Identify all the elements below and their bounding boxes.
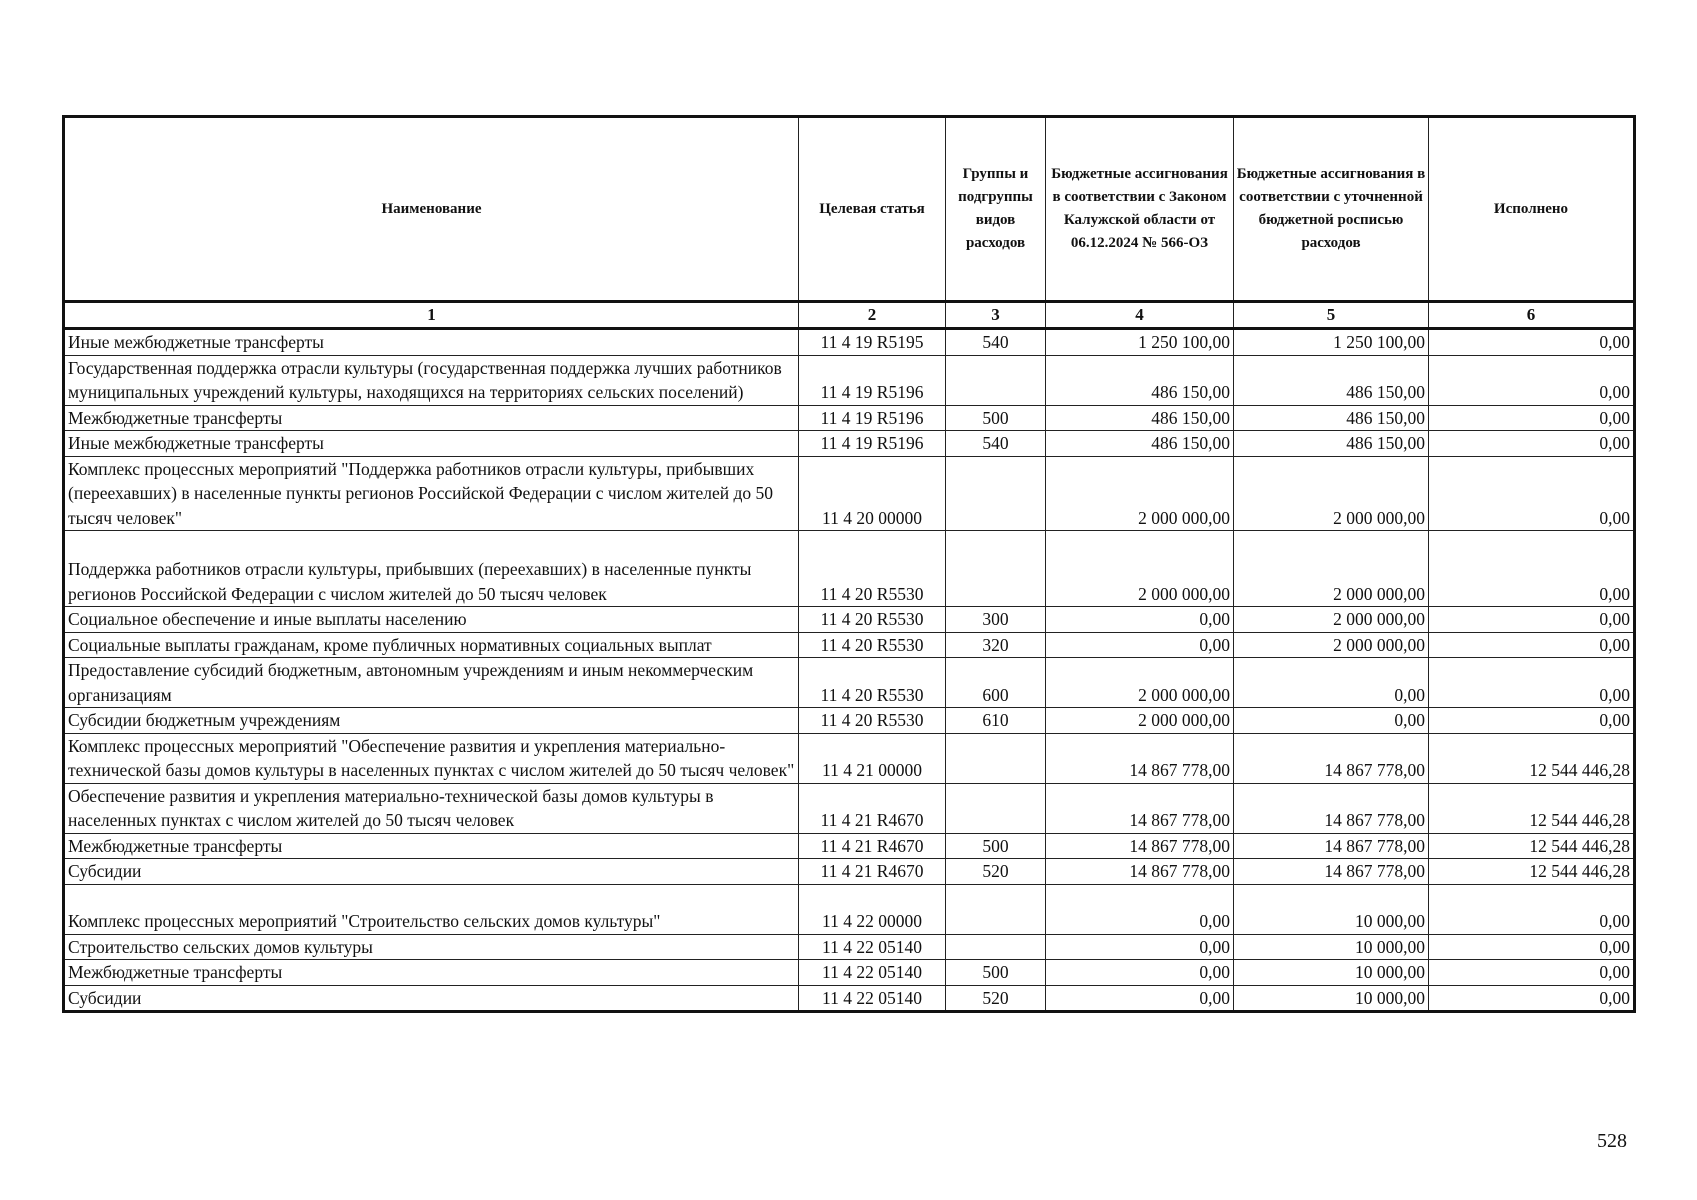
row-group — [946, 934, 1046, 960]
column-number: 2 — [799, 302, 946, 329]
header-name: Наименование — [64, 117, 799, 302]
table-row — [64, 355, 1635, 405]
row-group: 500 — [946, 960, 1046, 986]
row-law-amount: 0,00 — [1046, 985, 1234, 1012]
header-expense-groups: Группы и подгруппы видов расходов — [946, 117, 1046, 302]
row-executed-amount: 0,00 — [1429, 960, 1635, 986]
row-refined-amount: 2 000 000,00 — [1234, 632, 1429, 658]
row-refined-amount: 10 000,00 — [1234, 960, 1429, 986]
row-refined-amount: 14 867 778,00 — [1234, 783, 1429, 833]
row-name: Иные межбюджетные трансферты — [64, 329, 799, 356]
row-law-amount: 0,00 — [1046, 960, 1234, 986]
row-group: 300 — [946, 607, 1046, 633]
table-row — [64, 884, 1635, 934]
table-row — [64, 833, 1635, 859]
row-executed-amount: 12 544 446,28 — [1429, 859, 1635, 885]
row-group — [946, 456, 1046, 531]
row-law-amount: 1 250 100,00 — [1046, 329, 1234, 356]
row-law-amount: 14 867 778,00 — [1046, 859, 1234, 885]
column-number: 6 — [1429, 302, 1635, 329]
row-code: 11 4 22 05140 — [799, 934, 946, 960]
row-refined-amount: 2 000 000,00 — [1234, 456, 1429, 531]
row-executed-amount: 0,00 — [1429, 531, 1635, 607]
row-code: 11 4 22 00000 — [799, 884, 946, 934]
column-number: 5 — [1234, 302, 1429, 329]
row-refined-amount: 10 000,00 — [1234, 884, 1429, 934]
header-law-allocations: Бюджетные ассигнования в соответствии с Законом Калужской области от 06.12.2024 № 566-ОЗ — [1046, 117, 1234, 302]
column-number-row — [64, 302, 1635, 329]
table-row — [64, 985, 1635, 1012]
row-code: 11 4 20 R5530 — [799, 607, 946, 633]
header-refined-allocations: Бюджетные ассигнования в соответствии с уточненной бюджетной росписью расходов — [1234, 117, 1429, 302]
row-name: Социальное обеспечение и иные выплаты населению — [64, 607, 799, 633]
row-executed-amount: 0,00 — [1429, 405, 1635, 431]
table-row — [64, 531, 1635, 607]
row-refined-amount: 486 150,00 — [1234, 355, 1429, 405]
row-executed-amount: 0,00 — [1429, 355, 1635, 405]
row-code: 11 4 21 R4670 — [799, 859, 946, 885]
table-row — [64, 632, 1635, 658]
row-code: 11 4 19 R5195 — [799, 329, 946, 356]
row-group: 540 — [946, 329, 1046, 356]
row-code: 11 4 20 R5530 — [799, 658, 946, 708]
row-group: 320 — [946, 632, 1046, 658]
row-law-amount: 0,00 — [1046, 884, 1234, 934]
row-group — [946, 783, 1046, 833]
table-body — [64, 329, 1635, 1012]
row-code: 11 4 20 00000 — [799, 456, 946, 531]
row-name: Социальные выплаты гражданам, кроме публичных нормативных социальных выплат — [64, 632, 799, 658]
row-code: 11 4 21 R4670 — [799, 783, 946, 833]
row-executed-amount: 0,00 — [1429, 658, 1635, 708]
row-name: Строительство сельских домов культуры — [64, 934, 799, 960]
table-row — [64, 934, 1635, 960]
row-law-amount: 486 150,00 — [1046, 431, 1234, 457]
row-code: 11 4 20 R5530 — [799, 531, 946, 607]
row-group — [946, 531, 1046, 607]
row-refined-amount: 2 000 000,00 — [1234, 607, 1429, 633]
table-row — [64, 329, 1635, 356]
row-code: 11 4 19 R5196 — [799, 355, 946, 405]
table-row — [64, 733, 1635, 783]
row-executed-amount: 0,00 — [1429, 607, 1635, 633]
row-refined-amount: 0,00 — [1234, 658, 1429, 708]
row-law-amount: 486 150,00 — [1046, 405, 1234, 431]
row-law-amount: 14 867 778,00 — [1046, 783, 1234, 833]
row-name: Комплекс процессных мероприятий "Поддержка работников отрасли культуры, прибывших (переехавших) в населенные пункты регионов Российской Федерации с числом жителей до 50 тысяч человек" — [64, 456, 799, 531]
header-target-article: Целевая статья — [799, 117, 946, 302]
row-group: 520 — [946, 985, 1046, 1012]
row-name: Межбюджетные трансферты — [64, 833, 799, 859]
row-refined-amount: 486 150,00 — [1234, 431, 1429, 457]
row-refined-amount: 1 250 100,00 — [1234, 329, 1429, 356]
row-group — [946, 884, 1046, 934]
row-refined-amount: 10 000,00 — [1234, 934, 1429, 960]
row-refined-amount: 0,00 — [1234, 708, 1429, 734]
table-row — [64, 658, 1635, 708]
row-executed-amount: 0,00 — [1429, 431, 1635, 457]
column-number: 3 — [946, 302, 1046, 329]
table-row — [64, 859, 1635, 885]
row-name: Комплекс процессных мероприятий "Строительство сельских домов культуры" — [64, 884, 799, 934]
row-law-amount: 0,00 — [1046, 607, 1234, 633]
row-refined-amount: 14 867 778,00 — [1234, 733, 1429, 783]
table-row — [64, 456, 1635, 531]
row-code: 11 4 21 00000 — [799, 733, 946, 783]
row-law-amount: 486 150,00 — [1046, 355, 1234, 405]
row-group: 500 — [946, 405, 1046, 431]
row-law-amount: 14 867 778,00 — [1046, 833, 1234, 859]
row-name: Государственная поддержка отрасли культуры (государственная поддержка лучших работников муниципальных учреждений культуры, находящихся на территориях сельских поселений) — [64, 355, 799, 405]
row-code: 11 4 19 R5196 — [799, 405, 946, 431]
row-refined-amount: 14 867 778,00 — [1234, 859, 1429, 885]
row-group — [946, 355, 1046, 405]
row-refined-amount: 14 867 778,00 — [1234, 833, 1429, 859]
row-executed-amount: 0,00 — [1429, 632, 1635, 658]
header-executed: Исполнено — [1429, 117, 1635, 302]
row-group: 600 — [946, 658, 1046, 708]
row-executed-amount: 0,00 — [1429, 934, 1635, 960]
row-executed-amount: 0,00 — [1429, 985, 1635, 1012]
row-group: 500 — [946, 833, 1046, 859]
row-executed-amount: 0,00 — [1429, 329, 1635, 356]
row-code: 11 4 20 R5530 — [799, 708, 946, 734]
row-law-amount: 14 867 778,00 — [1046, 733, 1234, 783]
row-name: Комплекс процессных мероприятий "Обеспечение развития и укрепления материально-технической базы домов культуры в населенных пунктах с числом жителей до 50 тысяч человек" — [64, 733, 799, 783]
column-number: 4 — [1046, 302, 1234, 329]
row-refined-amount: 10 000,00 — [1234, 985, 1429, 1012]
row-group: 610 — [946, 708, 1046, 734]
row-law-amount: 2 000 000,00 — [1046, 456, 1234, 531]
table-row — [64, 405, 1635, 431]
row-group — [946, 733, 1046, 783]
row-name: Субсидии — [64, 859, 799, 885]
row-name: Субсидии — [64, 985, 799, 1012]
row-law-amount: 2 000 000,00 — [1046, 531, 1234, 607]
row-law-amount: 2 000 000,00 — [1046, 708, 1234, 734]
row-law-amount: 0,00 — [1046, 632, 1234, 658]
row-code: 11 4 19 R5196 — [799, 431, 946, 457]
column-number: 1 — [64, 302, 799, 329]
row-group: 520 — [946, 859, 1046, 885]
table-row — [64, 783, 1635, 833]
row-executed-amount: 0,00 — [1429, 708, 1635, 734]
row-executed-amount: 0,00 — [1429, 884, 1635, 934]
row-law-amount: 2 000 000,00 — [1046, 658, 1234, 708]
row-executed-amount: 0,00 — [1429, 456, 1635, 531]
row-executed-amount: 12 544 446,28 — [1429, 783, 1635, 833]
row-name: Обеспечение развития и укрепления материально-технической базы домов культуры в населенных пунктах с числом жителей до 50 тысяч человек — [64, 783, 799, 833]
budget-table — [62, 115, 1636, 1013]
row-law-amount: 0,00 — [1046, 934, 1234, 960]
table-row — [64, 431, 1635, 457]
row-name: Иные межбюджетные трансферты — [64, 431, 799, 457]
row-code: 11 4 21 R4670 — [799, 833, 946, 859]
row-name: Субсидии бюджетным учреждениям — [64, 708, 799, 734]
table-row — [64, 708, 1635, 734]
table-row — [64, 960, 1635, 986]
row-executed-amount: 12 544 446,28 — [1429, 733, 1635, 783]
row-name: Поддержка работников отрасли культуры, прибывших (переехавших) в населенные пункты регионов Российской Федерации с числом жителей до 50 тысяч человек — [64, 531, 799, 607]
row-executed-amount: 12 544 446,28 — [1429, 833, 1635, 859]
header-row — [64, 117, 1635, 302]
row-name: Предоставление субсидий бюджетным, автономным учреждениям и иным некоммерческим организациям — [64, 658, 799, 708]
row-code: 11 4 22 05140 — [799, 960, 946, 986]
row-code: 11 4 20 R5530 — [799, 632, 946, 658]
row-name: Межбюджетные трансферты — [64, 960, 799, 986]
page-number: 528 — [1597, 1130, 1627, 1152]
row-name: Межбюджетные трансферты — [64, 405, 799, 431]
row-group: 540 — [946, 431, 1046, 457]
row-refined-amount: 486 150,00 — [1234, 405, 1429, 431]
table-row — [64, 607, 1635, 633]
row-refined-amount: 2 000 000,00 — [1234, 531, 1429, 607]
row-code: 11 4 22 05140 — [799, 985, 946, 1012]
